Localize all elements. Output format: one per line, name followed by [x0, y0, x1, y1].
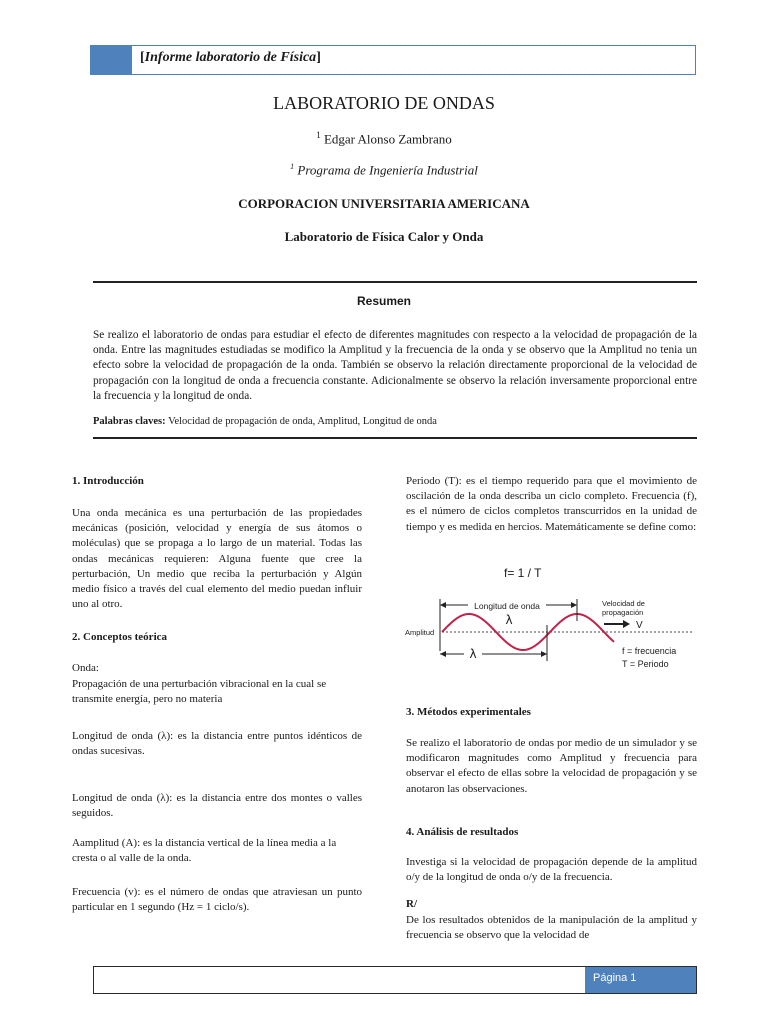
paper-title: LABORATORIO DE ONDAS	[273, 93, 495, 113]
velocity-label-2: propagación	[602, 608, 644, 617]
author-line: $^1$ Edgar Alonso Zambrano	[316, 130, 452, 147]
longitud-definition-2: Longitud de onda (λ): es la distancia entre dos montes o valles seguidos.	[72, 792, 362, 820]
concepts-heading: 2. Conceptos teórica	[72, 631, 168, 643]
r-label: R/	[406, 898, 417, 910]
running-header-label: Informe laboratorio de Física	[144, 50, 317, 65]
methods-text: Se realizo el laboratorio de ondas por medio de un simulador y se modificaron magnitudes como Amplitud y frecuencia para observar el efecto de ellas sobre la velocidad de propagación y se anotaron las observaciones.	[406, 737, 697, 795]
periodo-text: Periodo (T): es el tiempo requerido para que el movimiento de oscilación de la onda describa un ciclo completo. Frecuencia (f), es el número de ciclos completos transcurridos en la unidad de tiempo y es medida en hercios. Matemáticamente se define como:	[406, 475, 697, 533]
page-number: Página 1	[593, 972, 637, 984]
r-text: De los resultados obtenidos de la manipulación de la amplitud y frecuencia se observo que la velocidad de	[406, 914, 697, 942]
author-name: Edgar Alonso Zambrano	[323, 131, 452, 147]
period-legend: T = Periodo	[622, 659, 669, 669]
course-name: Laboratorio de Física Calor y Onda	[284, 229, 484, 244]
amplitud-definition: Aamplitud (A): es la distancia vertical de la línea media a la cresta o al valle de la onda.	[72, 837, 337, 865]
lambda-bottom: λ	[469, 647, 477, 661]
keywords-text: Velocidad de propagación de onda, Amplitud, Longitud de onda	[168, 416, 437, 427]
frequency-formula: f= 1 / T	[504, 566, 542, 580]
amplitude-label: Amplitud	[405, 628, 435, 637]
running-header: [Informe laboratorio de Física]	[140, 50, 321, 65]
velocity-symbol: V	[636, 620, 643, 631]
methods-heading: 3. Métodos experimentales	[406, 706, 531, 718]
analysis-heading: 4. Análisis de resultados	[406, 826, 519, 838]
onda-definition: Propagación de una perturbación vibracional en la cual se transmite energía, pero no materia	[72, 678, 327, 706]
frecuencia-definition: Frecuencia (v): es el número de ondas que atraviesan un punto particular en 1 segundo (Hz = 1 ciclo/s).	[72, 886, 362, 914]
keywords-label: Palabras claves:	[93, 416, 166, 427]
affiliation-program: $^1$ Programa de Ingeniería Industrial	[290, 162, 478, 178]
lambda-top: λ	[505, 613, 513, 627]
abstract-top-rule	[93, 281, 697, 283]
institution-name: CORPORACION UNIVERSITARIA AMERICANA	[238, 196, 530, 211]
intro-text: Una onda mecánica es una perturbación de las propiedades mecánicas (posición, velocidad y energía de sus átomos o moléculas) que se propaga a lo largo de un material. Todas las ondas mecánicas requieren: Alguna fuente que cree la perturbación, Un medio que reciba la perturbación y Algún medio físico a través del cual elemento del medio puedan influir uno al otro.	[72, 507, 362, 611]
analysis-text: Investiga si la velocidad de propagación depende de la amplitud o/y de la longitud de onda o/y de la frecuencia.	[406, 856, 697, 884]
wave-diagram	[402, 595, 702, 691]
keywords-line	[93, 416, 697, 427]
header-accent-box	[90, 45, 132, 75]
intro-heading: 1. Introducción	[72, 475, 144, 487]
velocity-label-1: Velocidad de	[602, 599, 645, 608]
abstract-bottom-rule	[93, 437, 697, 439]
abstract-heading: Resumen	[356, 294, 412, 308]
wavelength-label: Longitud de onda	[474, 601, 540, 611]
abstract-text: Se realizo el laboratorio de ondas para estudiar el efecto de diferentes magnitudes con respecto a la velocidad de propagación de la onda. Entre las magnitudes estudiadas se modifico la Amplitud y la frecuencia de la onda y se observo que la Amplitud no tenia un efecto sobre la velocidad de propagación de la onda. También se observo la relación directamente proporcional de la velocidad de propagación con la longitud de onda a frecuencia constante. Adicionalmente se observo la relación inversamente proporcional entre la frecuencia y la longitud de onda.	[93, 329, 697, 402]
onda-label: Onda:	[72, 662, 99, 674]
longitud-definition-1: Longitud de onda (λ): es la distancia entre puntos idénticos de ondas sucesivas.	[72, 730, 362, 758]
frequency-legend: f = frecuencia	[622, 646, 677, 656]
